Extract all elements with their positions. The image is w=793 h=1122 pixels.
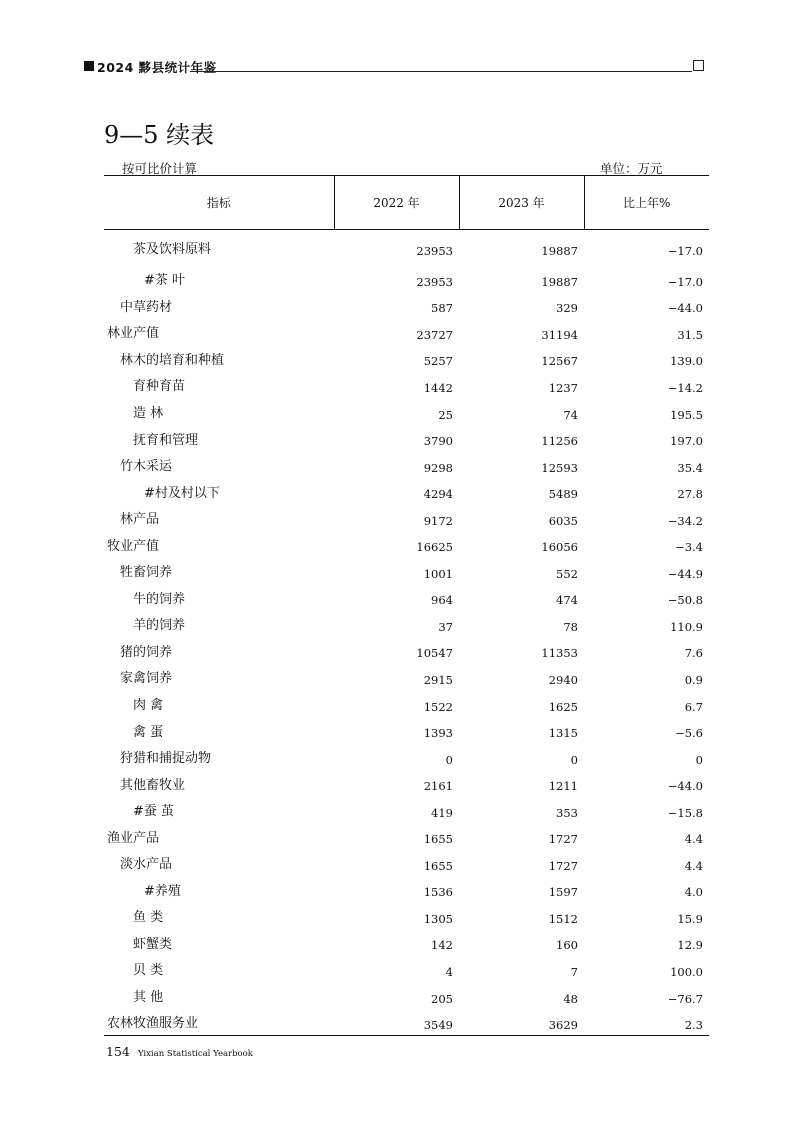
value-2022: 142 <box>431 938 453 953</box>
column-header-indicator: 指标 <box>206 196 231 210</box>
value-2022: 2915 <box>423 672 453 687</box>
table-row <box>104 664 709 691</box>
table-row <box>104 929 709 956</box>
table-row <box>104 903 709 930</box>
value-2023: 1237 <box>548 380 578 395</box>
value-2023: 1727 <box>548 858 578 873</box>
value-change-percent: 0 <box>695 752 703 767</box>
value-change-percent: −34.2 <box>667 513 703 528</box>
table-row <box>104 770 709 797</box>
value-2022: 587 <box>431 301 453 316</box>
table-row <box>104 584 709 611</box>
value-2022: 1393 <box>423 726 453 741</box>
value-2023: 5489 <box>548 487 578 502</box>
row-label: 茶及饮料原料 <box>133 242 212 258</box>
value-2023: 1512 <box>548 911 578 926</box>
value-2022: 23953 <box>416 274 453 289</box>
row-label: 牲畜饲养 <box>120 565 173 581</box>
table-row <box>104 1009 709 1036</box>
row-label: #蚕 茧 <box>133 804 175 820</box>
value-change-percent: 197.0 <box>670 434 703 449</box>
table-row <box>104 743 709 770</box>
value-change-percent: −76.7 <box>667 991 703 1006</box>
table-row <box>104 478 709 505</box>
row-label: 其他畜牧业 <box>120 777 186 793</box>
row-label: 家禽饲养 <box>120 671 173 687</box>
table-row <box>104 611 709 638</box>
value-2022: 1655 <box>423 832 453 847</box>
value-2023: 11256 <box>541 434 578 449</box>
value-2023: 1211 <box>548 779 578 794</box>
row-label: 林产品 <box>120 512 160 528</box>
table-row <box>104 558 709 585</box>
row-label: 贝 类 <box>133 963 164 979</box>
table-row <box>104 398 709 425</box>
value-2022: 1655 <box>423 858 453 873</box>
value-2022: 2161 <box>423 779 453 794</box>
value-2022: 5257 <box>423 354 453 369</box>
row-label: #养殖 <box>144 883 181 899</box>
value-2022: 10547 <box>416 646 453 661</box>
value-2023: 11353 <box>541 646 578 661</box>
row-label: #村及村以下 <box>144 485 220 501</box>
value-change-percent: 27.8 <box>677 487 703 502</box>
table-row <box>104 850 709 877</box>
value-change-percent: −50.8 <box>667 593 703 608</box>
table-row <box>104 637 709 664</box>
value-2022: 9172 <box>423 513 453 528</box>
table-row <box>104 796 709 823</box>
row-label: 抚育和管理 <box>133 432 199 448</box>
column-header-2023: 2023 年 <box>459 176 584 230</box>
value-change-percent: −17.0 <box>667 274 703 289</box>
square-marker-icon <box>84 61 94 71</box>
value-2023: 19887 <box>541 274 578 289</box>
value-2023: 160 <box>556 938 578 953</box>
value-change-percent: −44.0 <box>667 301 703 316</box>
value-change-percent: −44.0 <box>667 779 703 794</box>
value-change-percent: −44.9 <box>667 566 703 581</box>
value-change-percent: 6.7 <box>684 699 703 714</box>
row-label: 竹木采运 <box>120 459 173 475</box>
value-2023: 16056 <box>541 540 578 555</box>
value-2023: 12593 <box>541 460 578 475</box>
row-label: 牛的饲养 <box>133 591 186 607</box>
row-label: 其 他 <box>133 990 164 1006</box>
value-change-percent: 15.9 <box>677 911 703 926</box>
value-2022: 3549 <box>423 1017 453 1032</box>
value-change-percent: 4.0 <box>684 885 703 900</box>
value-2022: 4 <box>445 964 453 979</box>
row-label: 牧业产值 <box>107 538 160 554</box>
value-2023: 74 <box>563 407 578 422</box>
value-2022: 23953 <box>416 243 453 258</box>
value-2022: 1442 <box>423 380 453 395</box>
table-row <box>104 956 709 983</box>
value-change-percent: 2.3 <box>684 1017 703 1032</box>
value-change-percent: −14.2 <box>667 380 703 395</box>
value-2023: 31194 <box>541 327 578 342</box>
value-2023: 1727 <box>548 832 578 847</box>
value-change-percent: 110.9 <box>670 619 703 634</box>
value-change-percent: 35.4 <box>677 460 703 475</box>
value-2022: 1001 <box>423 566 453 581</box>
value-2023: 353 <box>556 805 578 820</box>
value-2022: 37 <box>438 619 453 634</box>
row-label: 猪的饲养 <box>120 644 173 660</box>
value-2022: 23727 <box>416 327 453 342</box>
value-2023: 1625 <box>548 699 578 714</box>
row-label: 鱼 类 <box>133 910 164 926</box>
value-2022: 16625 <box>416 540 453 555</box>
value-2023: 1597 <box>548 885 578 900</box>
value-change-percent: 195.5 <box>670 407 703 422</box>
value-change-percent: 0.9 <box>684 672 703 687</box>
table-row <box>104 230 709 266</box>
row-label: 肉 禽 <box>133 698 164 714</box>
row-label: 渔业产品 <box>107 830 160 846</box>
value-2022: 1536 <box>423 885 453 900</box>
row-label: 林木的培育和种植 <box>120 352 225 368</box>
value-change-percent: 31.5 <box>677 327 703 342</box>
value-2023: 0 <box>570 752 578 767</box>
value-2022: 205 <box>431 991 453 1006</box>
running-head-rule <box>190 71 692 72</box>
value-2022: 0 <box>445 752 453 767</box>
value-2023: 474 <box>556 593 578 608</box>
page-footer <box>106 1041 253 1060</box>
value-2023: 2940 <box>548 672 578 687</box>
value-2023: 78 <box>563 619 578 634</box>
table-row <box>104 425 709 452</box>
value-change-percent: 100.0 <box>670 964 703 979</box>
table-header-row <box>104 176 709 230</box>
row-label: 造 林 <box>133 406 164 421</box>
value-2023: 12567 <box>541 354 578 369</box>
value-2023: 7 <box>570 964 578 979</box>
value-2023: 3629 <box>548 1017 578 1032</box>
value-change-percent: −3.4 <box>675 540 703 555</box>
table-row <box>104 372 709 399</box>
value-2022: 1305 <box>423 911 453 926</box>
table-unit-note: 单位：万元 <box>600 161 663 176</box>
table-row <box>104 690 709 717</box>
row-label: 羊的饲养 <box>133 618 186 634</box>
table-body <box>104 230 709 1036</box>
value-2023: 48 <box>563 991 578 1006</box>
row-label: 林业产值 <box>107 326 160 342</box>
table-row <box>104 345 709 372</box>
value-2022: 9298 <box>423 460 453 475</box>
value-change-percent: −5.6 <box>675 726 703 741</box>
running-head <box>84 59 704 75</box>
table-row <box>104 982 709 1009</box>
value-change-percent: −15.8 <box>667 805 703 820</box>
value-2022: 25 <box>438 407 453 422</box>
row-label: 农林牧渔服务业 <box>107 1016 199 1032</box>
value-2022: 419 <box>431 805 453 820</box>
row-label: 育种育苗 <box>133 379 186 395</box>
value-change-percent: −17.0 <box>667 243 703 258</box>
value-change-percent: 4.4 <box>684 858 703 873</box>
value-2023: 552 <box>556 566 578 581</box>
value-2022: 4294 <box>423 487 453 502</box>
table-row <box>104 266 709 293</box>
row-label: 淡水产品 <box>120 857 173 873</box>
value-change-percent: 4.4 <box>684 832 703 847</box>
page-number: 154 <box>106 1044 130 1059</box>
table-row <box>104 876 709 903</box>
table-row <box>104 451 709 478</box>
value-2022: 1522 <box>423 699 453 714</box>
table-row <box>104 531 709 558</box>
table-basis-note: 按可比价计算 <box>122 161 198 176</box>
value-2022: 3790 <box>423 434 453 449</box>
table-row <box>104 319 709 346</box>
value-2022: 964 <box>431 593 453 608</box>
row-label: 禽 蛋 <box>133 724 164 740</box>
column-header-2022: 2022 年 <box>334 176 459 230</box>
value-2023: 1315 <box>548 726 578 741</box>
row-label: 虾蟹类 <box>133 936 173 952</box>
corner-box-icon <box>693 60 704 71</box>
table-row <box>104 717 709 744</box>
book-title: Yixian Statistical Yearbook <box>137 1049 253 1059</box>
data-table <box>104 175 709 1036</box>
value-change-percent: 139.0 <box>670 354 703 369</box>
running-head-title: 2024 黟县统计年鉴 <box>97 60 217 75</box>
row-label: 狩猎和捕捉动物 <box>120 751 212 767</box>
table-row <box>104 823 709 850</box>
table-title: 9—5 续表 <box>104 121 215 149</box>
column-header-change: 比上年% <box>584 176 709 230</box>
value-2023: 329 <box>556 301 578 316</box>
table-row <box>104 292 709 319</box>
value-change-percent: 12.9 <box>677 938 703 953</box>
row-label: #茶 叶 <box>144 273 186 289</box>
value-change-percent: 7.6 <box>684 646 703 661</box>
row-label: 中草药材 <box>120 299 173 315</box>
value-2023: 6035 <box>548 513 578 528</box>
table-row <box>104 504 709 531</box>
value-2023: 19887 <box>541 243 578 258</box>
